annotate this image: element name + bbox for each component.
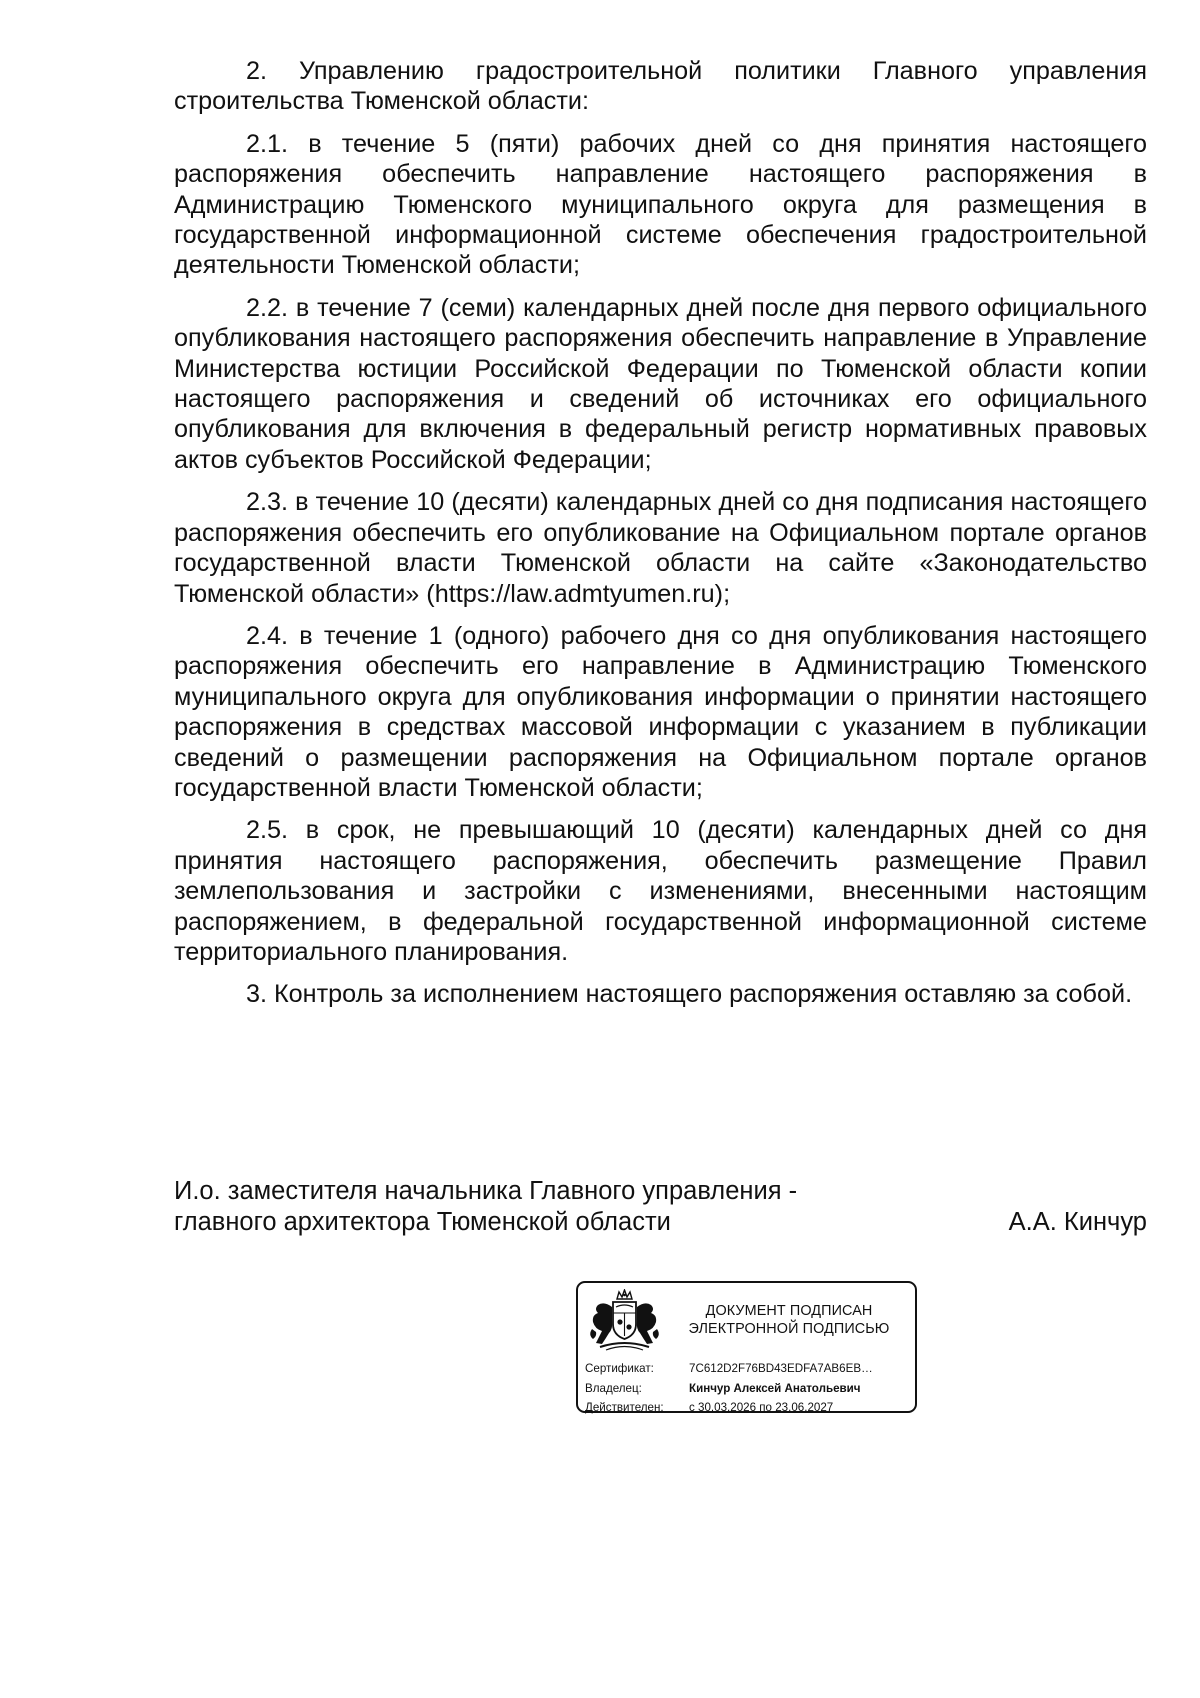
signatory-position-line1: И.о. заместителя начальника Главного управления - — [174, 1177, 798, 1205]
stamp-title-line1: ДОКУМЕНТ ПОДПИСАН — [705, 1303, 873, 1319]
paragraph-2-4: 2.4. в течение 1 (одного) рабочего дня со дня опубликования настоящего распоряжения обеспечить его направление в Администрацию Тюменского муниципального округа для опубликования информации о принятии настоящего распоряжения в средствах массовой информации с указанием в публикации сведений о размещении распоряжения на Официальном портале органов государственной власти Тюменской области; — [174, 621, 1147, 802]
certificate-value: 7C612D2F76BD43EDFA7AB6EB… — [689, 1362, 873, 1375]
signature-row — [174, 1207, 1147, 1238]
paragraph-2-1: 2.1. в течение 5 (пяти) рабочих дней со дня принятия настоящего распоряжения обеспечить направление настоящего распоряжения в Администрацию Тюменского муниципального округа для размещения в государственной информационной системе обеспечения градостроительной деятельности Тюменской области; — [174, 129, 1147, 280]
paragraph-2-2: 2.2. в течение 7 (семи) календарных дней после дня первого официального опубликования настоящего распоряжения обеспечить направление в Управление Министерства юстиции Российской Федерации по Тюменской области копии настоящего распоряжения и сведений об источниках его официального опубликования для включения в федеральный регистр нормативных правовых актов субъектов Российской Федерации; — [174, 293, 1147, 474]
signature-block — [174, 1176, 1147, 1237]
owner-label: Владелец: — [585, 1381, 642, 1395]
paragraph-3: 3. Контроль за исполнением настоящего распоряжения оставляю за собой. — [246, 980, 1133, 1009]
paragraph-2-5: 2.5. в срок, не превышающий 10 (десяти) календарных дней со дня принятия настоящего распоряжения, обеспечить размещение Правил землепользования и застройки с изменениями, внесенными настоящим распоряжением, в федеральной государственной информационной системе территориального планирования. — [174, 816, 1147, 966]
certificate-row — [585, 1359, 915, 1379]
paragraph-2: 2. Управлению градостроительной политики Главного управления строительства Тюменской области: — [174, 57, 1147, 116]
validity-row — [585, 1398, 915, 1418]
validity-value: с 30.03.2026 по 23.06.2027 — [689, 1401, 834, 1415]
validity-label: Действителен: — [585, 1401, 664, 1415]
stamp-title — [666, 1303, 912, 1338]
stamp-details — [585, 1359, 915, 1418]
signatory-position-line2: главного архитектора Тюменской области — [174, 1207, 671, 1236]
certificate-label: Сертификат: — [585, 1362, 654, 1375]
stamp-title-line2: ЭЛЕКТРОННОЙ ПОДПИСЬЮ — [688, 1320, 890, 1337]
signatory-name: А.А. Кинчур — [1008, 1207, 1147, 1236]
paragraph-2-3: 2.3. в течение 10 (десяти) календарных дней со дня подписания настоящего распоряжения обеспечить его опубликование на Официальном портале органов государственной власти Тюменской области на сайте «Законодательство Тюменской области» (https://law.admtyumen.ru); — [174, 488, 1147, 608]
owner-row — [585, 1379, 915, 1399]
electronic-signature-stamp — [576, 1281, 917, 1413]
document-body — [174, 56, 1147, 1022]
coat-of-arms-icon — [586, 1289, 663, 1353]
owner-value: Кинчур Алексей Анатольевич — [689, 1381, 861, 1395]
